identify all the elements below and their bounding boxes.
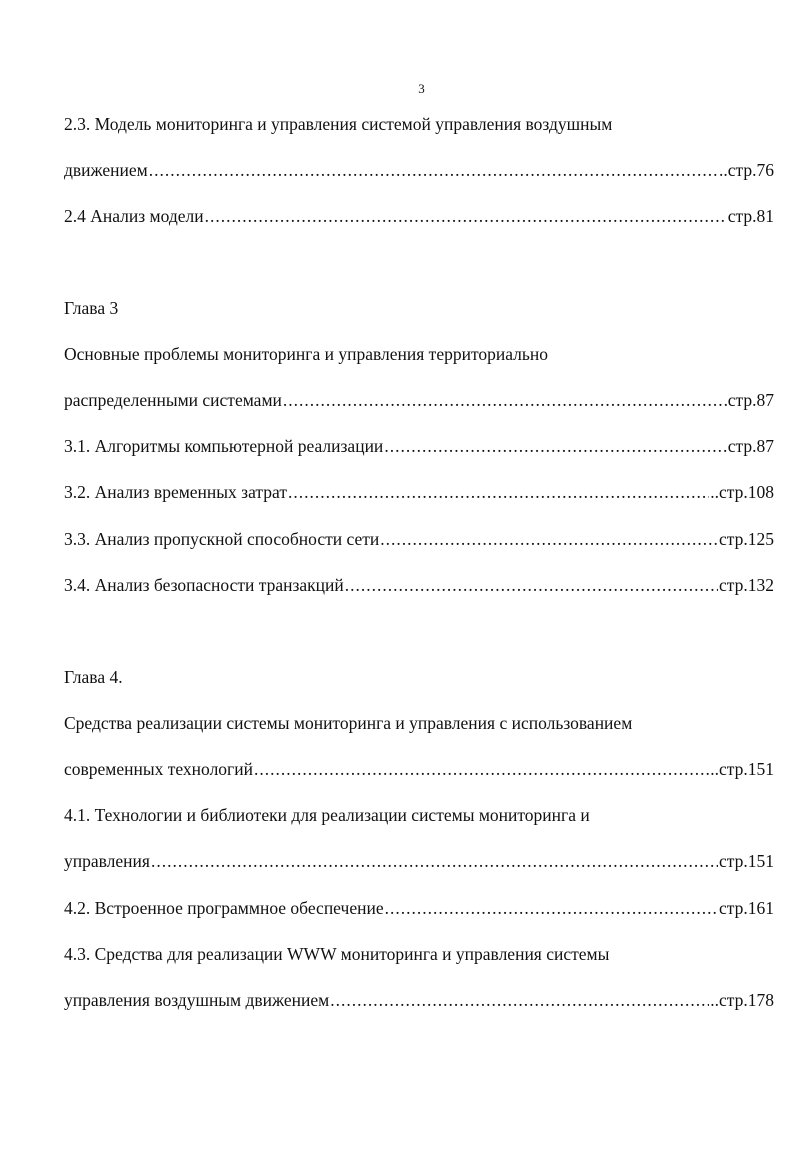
toc-entry-text: 3.3. Анализ пропускной способности сети	[64, 529, 380, 549]
toc-entry-chapter-3	[64, 388, 774, 412]
toc-entry-3-4	[64, 573, 774, 597]
toc-entry-page: стр.81	[727, 206, 774, 226]
toc-entry-text: современных технологий	[64, 759, 253, 779]
toc-entry-text: управления воздушным движением	[64, 990, 330, 1010]
toc-entry-4-3-title: 4.3. Средства для реализации WWW мониторинга и управления системы	[64, 944, 610, 964]
toc-entry-4-1-title: 4.1. Технологии и библиотеки для реализации системы мониторинга и	[64, 805, 590, 825]
chapter-3-title: Основные проблемы мониторинга и управления территориально	[64, 344, 548, 364]
toc-entry-page: ..стр.76	[718, 160, 774, 180]
toc-entry-page: стр.125	[718, 529, 774, 549]
toc-entry-4-1	[64, 849, 774, 873]
toc-entry-3-1	[64, 434, 774, 458]
toc-entry-page: ..стр.151	[710, 759, 774, 779]
chapter-3-heading: Глава 3	[64, 298, 119, 318]
toc-leader-dots	[330, 988, 709, 1012]
toc-entry-text: движением	[64, 160, 148, 180]
toc-entry-2-3	[64, 158, 774, 182]
toc-leader-dots	[385, 896, 718, 920]
toc-entry-2-3-title: 2.3. Модель мониторинга и управления системой управления воздушным	[64, 114, 613, 134]
toc-entry-page: стр.151	[718, 851, 774, 871]
toc-entry-page: стр.87	[727, 436, 774, 456]
toc-entry-chapter-4	[64, 757, 774, 781]
toc-leader-dots	[283, 388, 727, 412]
toc-entry-text: распределенными системами	[64, 390, 282, 410]
page-number: 3	[418, 81, 425, 96]
toc-entry-page: стр.161	[718, 898, 774, 918]
toc-entry-3-3	[64, 527, 774, 551]
toc-leader-dots	[254, 757, 709, 781]
toc-leader-dots	[380, 527, 718, 551]
toc-leader-dots	[151, 849, 718, 873]
chapter-4-heading: Глава 4.	[64, 667, 123, 687]
toc-entry-text: управления	[64, 851, 150, 871]
toc-leader-dots	[205, 204, 727, 228]
toc-leader-dots	[288, 480, 709, 504]
toc-entry-4-2	[64, 896, 774, 920]
toc-entry-4-3	[64, 988, 774, 1012]
chapter-4-title: Средства реализации системы мониторинга и управления с использованием	[64, 713, 633, 733]
toc-entry-text: 3.2. Анализ временных затрат	[64, 482, 287, 502]
toc-entry-2-4	[64, 204, 774, 228]
toc-entry-text: 3.4. Анализ безопасности транзакций	[64, 575, 344, 595]
toc-entry-page: ..стр.178	[710, 990, 774, 1010]
toc-entry-text: 3.1. Алгоритмы компьютерной реализации	[64, 436, 384, 456]
toc-entry-page: ..стр.108	[710, 482, 774, 502]
toc-leader-dots	[149, 158, 718, 182]
toc-leader-dots	[384, 434, 726, 458]
toc-entry-page: стр.87	[727, 390, 774, 410]
toc-entry-page: стр.132	[718, 575, 774, 595]
toc-entry-text: 4.2. Встроенное программное обеспечение	[64, 898, 384, 918]
toc-entry-text: 2.4 Анализ модели	[64, 206, 204, 226]
toc-leader-dots	[345, 573, 718, 597]
toc-entry-3-2	[64, 480, 774, 504]
